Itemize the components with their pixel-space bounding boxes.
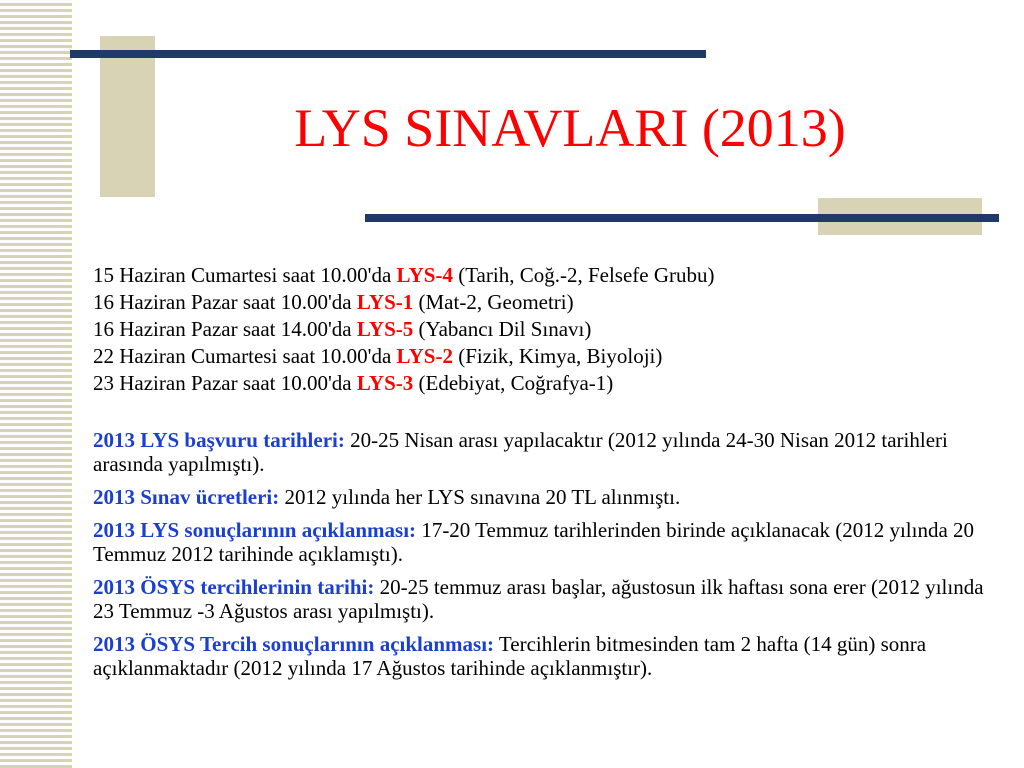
exam-subjects: (Tarih, Coğ.-2, Felsefe Grubu) (452, 263, 715, 287)
schedule-date: 22 Haziran Cumartesi saat 10.00'da (93, 344, 397, 368)
decorative-stripe-band (0, 0, 72, 768)
info-label: 2013 ÖSYS tercihlerinin tarihi: (93, 575, 375, 599)
decorative-block-top (100, 36, 155, 197)
info-paragraph-preference-results (93, 632, 1003, 680)
info-paragraph-exam-fees (93, 485, 1003, 509)
info-paragraph-preference-dates (93, 575, 1003, 623)
info-text: 2012 yılında her LYS sınavına 20 TL alınmıştı. (279, 485, 681, 509)
schedule-item (93, 289, 1003, 316)
schedule-date: 16 Haziran Pazar saat 10.00'da (93, 290, 357, 314)
schedule-date: 23 Haziran Pazar saat 10.00'da (93, 371, 357, 395)
info-label: 2013 LYS sonuçlarının açıklanması: (93, 518, 417, 542)
exam-code: LYS-4 (396, 263, 453, 287)
schedule-item (93, 316, 1003, 343)
slide-title: LYS SINAVLARI (2013) (294, 98, 846, 158)
info-paragraph-results (93, 518, 1003, 566)
info-label: 2013 ÖSYS Tercih sonuçlarının açıklanması: (93, 632, 495, 656)
exam-subjects: (Edebiyat, Coğrafya-1) (413, 371, 614, 395)
info-text: 20-25 Nisan arası yapılacaktır (2012 yılında 24-30 Nisan 2012 tarihleri arasında yapılmıştı). (93, 428, 948, 476)
schedule-item (93, 262, 1003, 289)
exam-code: LYS-1 (356, 290, 414, 314)
decorative-rule-top (70, 50, 706, 58)
schedule-item (93, 343, 1003, 370)
exam-subjects: (Fizik, Kimya, Biyoloji) (452, 344, 663, 368)
decorative-rule-bottom (365, 214, 999, 222)
info-paragraph-application-dates (93, 428, 1003, 476)
info-label: 2013 Sınav ücretleri: (93, 485, 280, 509)
exam-info-section (93, 428, 1003, 689)
exam-code: LYS-5 (356, 317, 414, 341)
info-text: 17-20 Temmuz tarihlerinden birinde açıklanacak (2012 yılında 20 Temmuz 2012 tarihinde açıklamıştı). (93, 518, 975, 566)
exam-code: LYS-2 (396, 344, 453, 368)
schedule-item (93, 370, 1003, 397)
exam-schedule-list (93, 262, 1003, 397)
info-text: 20-25 temmuz arası başlar, ağustosun ilk haftası sona erer (2012 yılında 23 Temmuz -3 Ağustos arası yapılmıştı). (93, 575, 984, 623)
schedule-date: 15 Haziran Cumartesi saat 10.00'da (93, 263, 397, 287)
schedule-date: 16 Haziran Pazar saat 14.00'da (93, 317, 357, 341)
exam-code: LYS-3 (356, 371, 414, 395)
info-label: 2013 LYS başvuru tarihleri: (93, 428, 345, 452)
info-text: Tercihlerin bitmesinden tam 2 hafta (14 gün) sonra açıklanmaktadır (2012 yılında 17 Ağustos tarihinde açıklanmıştır). (93, 632, 927, 680)
exam-subjects: (Yabancı Dil Sınavı) (413, 317, 592, 341)
exam-subjects: (Mat-2, Geometri) (413, 290, 574, 314)
